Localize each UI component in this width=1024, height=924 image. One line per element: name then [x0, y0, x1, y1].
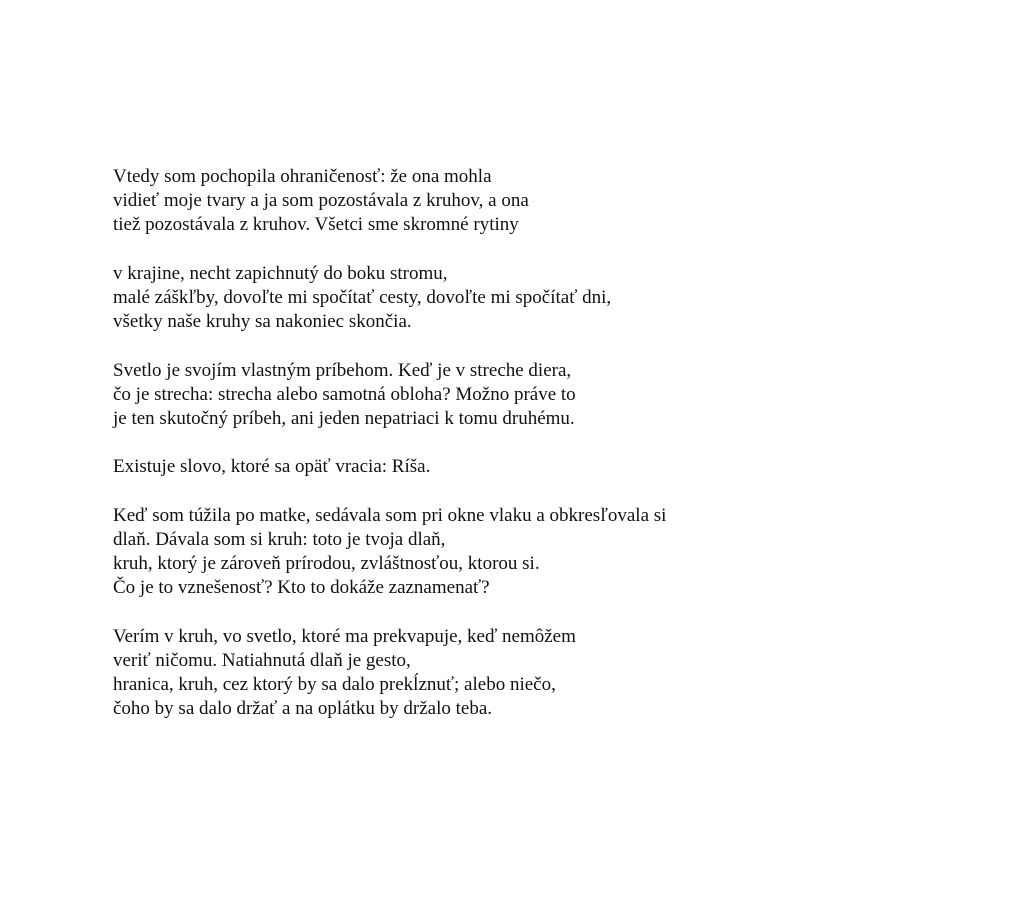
- poem-line: Čo je to vznešenosť? Kto to dokáže zaznamenať?: [113, 577, 490, 599]
- poem-line: Verím v kruh, vo svetlo, ktoré ma prekvapuje, keď nemôžem: [113, 625, 576, 647]
- stanza-3: [113, 359, 973, 432]
- poem-line: hranica, kruh, cez ktorý by sa dalo prekĺznuť; alebo niečo,: [113, 674, 556, 696]
- poem-line: Vtedy som pochopila ohraničenosť: že ona mohla: [113, 166, 492, 187]
- poem-line: veriť ničomu. Natiahnutá dlaň je gesto,: [113, 649, 411, 671]
- poem-line: v krajine, necht zapichnutý do boku stromu,: [113, 262, 448, 284]
- poem-line: je ten skutočný príbeh, ani jeden nepatriaci k tomu druhému.: [113, 408, 575, 429]
- stanza-6: [113, 625, 973, 722]
- poem-line: vidieť moje tvary a ja som pozostávala z kruhov, a ona: [113, 190, 529, 212]
- poem-line: čoho by sa dalo držať a na oplátku by držalo teba.: [113, 698, 493, 720]
- poem: [113, 165, 973, 746]
- stanza-1: [113, 165, 973, 238]
- poem-line: všetky naše kruhy sa nakoniec skončia.: [113, 311, 412, 333]
- stanza-5: [113, 504, 973, 601]
- stanza-4: [113, 455, 973, 479]
- poem-line: kruh, ktorý je zároveň prírodou, zvláštnosťou, ktorou si.: [113, 553, 540, 575]
- poem-line: Existuje slovo, ktoré sa opäť vracia: Ríša.: [113, 456, 431, 478]
- poem-line: dlaň. Dávala som si kruh: toto je tvoja dlaň,: [113, 528, 446, 550]
- stanza-2: [113, 262, 973, 335]
- poem-line: malé záškľby, dovoľte mi spočítať cesty, dovoľte mi spočítať dni,: [113, 287, 612, 308]
- poem-line: čo je strecha: strecha alebo samotná obloha? Možno práve to: [113, 383, 576, 405]
- poem-line: Svetlo je svojím vlastným príbehom. Keď je v streche diera,: [113, 359, 572, 381]
- poem-line: tiež pozostávala z kruhov. Všetci sme skromné rytiny: [113, 214, 519, 236]
- poem-line: Keď som túžila po matke, sedávala som pri okne vlaku a obkresľovala si: [113, 504, 667, 526]
